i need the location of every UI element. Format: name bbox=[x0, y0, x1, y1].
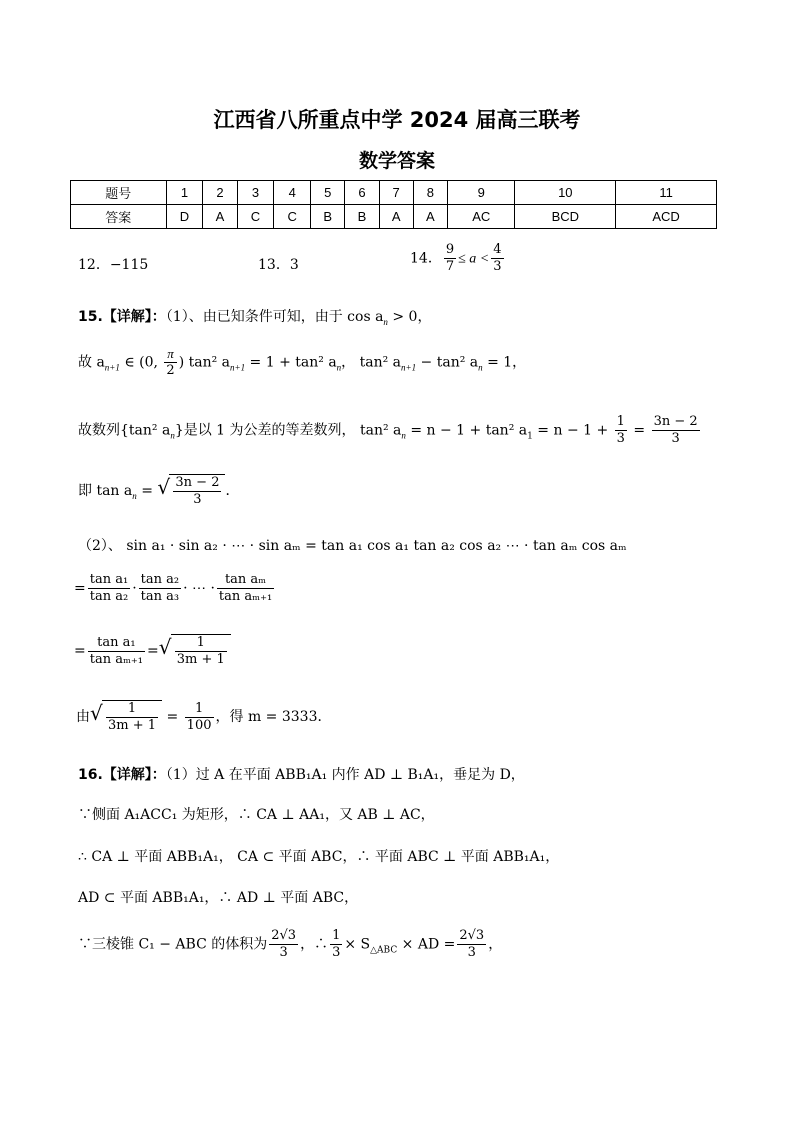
fraction-numerator: tan a₁ bbox=[89, 572, 129, 587]
subscript: n+1 bbox=[401, 362, 417, 373]
table-row bbox=[71, 205, 717, 229]
q14-prefix: 14． bbox=[410, 250, 442, 267]
subscript: n bbox=[401, 430, 406, 441]
table-cell: 5 bbox=[311, 181, 345, 205]
table-cell: D bbox=[166, 205, 203, 229]
fraction-numerator: 1 bbox=[332, 928, 341, 943]
fraction-denominator: 3 bbox=[332, 945, 341, 960]
q16-line1 bbox=[78, 764, 525, 784]
q15-text: ， tan² a bbox=[341, 354, 402, 371]
square-root bbox=[159, 634, 231, 668]
q15-line7 bbox=[74, 634, 231, 668]
q15-text: · ⋯ · bbox=[183, 580, 215, 597]
answer-q14 bbox=[410, 242, 506, 275]
fraction-numerator: π bbox=[164, 346, 176, 363]
q15-line6: = $\frac{\text{tan a₁}}{\text{tan a₂}}$ · $\frac{\text{tan a₂}}{\text{tan a₃}}$ · ⋯ · $\frac{\text{tan aₘ}}{\text{tan aₘ₊₁}}$ bbox=[74, 572, 273, 604]
q16-label: 16.【详解】： bbox=[78, 767, 166, 783]
table-cell: BCD bbox=[515, 205, 616, 229]
fraction-denominator: tan a₃ bbox=[140, 589, 180, 604]
table-cell: C bbox=[237, 205, 274, 229]
q15-label: 15.【详解】： bbox=[78, 309, 166, 325]
table-cell: 10 bbox=[515, 181, 616, 205]
subscript: △ABC bbox=[370, 945, 398, 956]
q15-text: ． bbox=[225, 483, 240, 499]
q15-text: = bbox=[136, 483, 158, 499]
fraction-denominator: tan a₂ bbox=[89, 589, 129, 604]
fraction-numerator: tan a₂ bbox=[140, 572, 180, 587]
table-cell: 8 bbox=[413, 181, 447, 205]
fraction-denominator: 3m + 1 bbox=[108, 718, 157, 733]
q15-text: = n − 1 + bbox=[532, 422, 613, 439]
q15-text: = 1， bbox=[482, 354, 527, 371]
subscript: n+1 bbox=[104, 362, 120, 373]
fraction bbox=[173, 475, 221, 508]
row-header: 答案 bbox=[71, 205, 167, 229]
q16-text: ，∴ bbox=[300, 936, 329, 953]
q15-text: 即 tan a bbox=[78, 483, 133, 499]
answer-q12: 12．−115 bbox=[78, 257, 149, 273]
answer-q13: 13．3 bbox=[258, 257, 299, 273]
fraction-numerator: √ 1 bbox=[175, 635, 227, 652]
fraction-numerator: √ 3n − 2 bbox=[175, 475, 220, 490]
square-root bbox=[157, 474, 225, 508]
table-cell: ACD bbox=[616, 205, 717, 229]
table-cell: A bbox=[413, 205, 447, 229]
q15-text: （1）、由已知条件可知，由于 cos a bbox=[165, 309, 384, 325]
fraction-numerator: √ 1 bbox=[106, 701, 158, 718]
q15-line4 bbox=[78, 474, 239, 508]
table-cell: 7 bbox=[379, 181, 413, 205]
fraction-denominator: 2 bbox=[166, 363, 175, 378]
fraction-denominator: tan aₘ₊₁ bbox=[89, 651, 144, 667]
table-cell: 1 bbox=[166, 181, 203, 205]
fraction-numerator: tan aₘ bbox=[217, 572, 274, 589]
subscript: n+1 bbox=[230, 362, 246, 373]
q16-text: （1）过 A 在平面 ABB₁A₁ 内作 AD ⊥ B₁A₁，垂足为 D， bbox=[165, 767, 525, 783]
fraction-denominator: 3 bbox=[616, 431, 625, 446]
q15-text: = bbox=[147, 643, 159, 659]
q15-text: = bbox=[74, 580, 86, 597]
fraction bbox=[615, 414, 627, 447]
fraction bbox=[491, 242, 503, 275]
q15-text: = bbox=[162, 709, 183, 725]
fraction bbox=[457, 928, 486, 961]
table-row bbox=[71, 181, 717, 205]
q16-text: ， bbox=[488, 936, 503, 953]
q16-line5 bbox=[78, 928, 502, 961]
fraction bbox=[185, 701, 214, 734]
fraction-denominator: 3m + 1 bbox=[176, 652, 225, 667]
fraction bbox=[88, 572, 130, 605]
fraction-numerator: 2√3 bbox=[271, 928, 297, 943]
fraction bbox=[139, 572, 181, 605]
fraction-denominator: 3 bbox=[671, 431, 680, 446]
row-header: 题号 bbox=[71, 181, 167, 205]
q16-text: × S bbox=[344, 936, 371, 953]
fraction bbox=[164, 346, 176, 379]
fraction-denominator: 3 bbox=[467, 945, 476, 960]
q15-text: = n − 1 + tan² a bbox=[405, 422, 528, 439]
fraction bbox=[330, 928, 342, 961]
q15-line2 bbox=[78, 346, 526, 379]
answer-table bbox=[70, 180, 717, 229]
q15-text: > 0， bbox=[387, 309, 432, 325]
fraction-numerator: 1 bbox=[185, 701, 214, 718]
table-cell: 9 bbox=[448, 181, 515, 205]
table-cell: A bbox=[203, 205, 237, 229]
fraction bbox=[88, 635, 145, 668]
fraction bbox=[175, 635, 227, 668]
subscript: n bbox=[170, 430, 175, 441]
fraction bbox=[652, 414, 700, 447]
fraction-denominator: 100 bbox=[186, 717, 212, 733]
fraction-numerator: 9 bbox=[445, 242, 455, 257]
table-cell: 4 bbox=[274, 181, 311, 205]
fraction-denominator: 3 bbox=[193, 492, 202, 507]
table-cell: 11 bbox=[616, 181, 717, 205]
q14-inequality: ≤ a < bbox=[458, 251, 490, 267]
q15-line1 bbox=[78, 306, 431, 327]
q15-text: = bbox=[74, 643, 86, 659]
q15-text: ) tan² a bbox=[178, 354, 231, 371]
q16-text: × AD = bbox=[397, 936, 456, 953]
table-cell: B bbox=[311, 205, 345, 229]
table-cell: AC bbox=[448, 205, 515, 229]
q15-text: }是以 1 为公差的等差数列， tan² a bbox=[174, 422, 402, 439]
q15-text: = 1 + tan² a bbox=[245, 354, 337, 371]
subscript: n bbox=[336, 362, 342, 373]
q16-line2: ∵侧面 A₁ACC₁ 为矩形，∴ CA ⊥ AA₁，又 AB ⊥ AC， bbox=[78, 807, 435, 823]
fraction-denominator: 7 bbox=[445, 259, 455, 274]
table-cell: A bbox=[379, 205, 413, 229]
table-cell: B bbox=[345, 205, 379, 229]
q15-line8 bbox=[76, 700, 332, 734]
q15-line3 bbox=[78, 414, 702, 447]
fraction-numerator: 1 bbox=[616, 414, 625, 429]
fraction-numerator: 2√3 bbox=[459, 928, 485, 943]
q16-line4: AD ⊂ 平面 ABB₁A₁，∴ AD ⊥ 平面 ABC， bbox=[78, 890, 359, 906]
q15-text: ，得 m = 3333． bbox=[215, 709, 332, 725]
table-cell: 2 bbox=[203, 181, 237, 205]
table-cell: 6 bbox=[345, 181, 379, 205]
q15-text: 故数列{tan² a bbox=[78, 422, 171, 439]
fraction bbox=[269, 928, 298, 961]
table-cell: C bbox=[274, 205, 311, 229]
fraction bbox=[217, 572, 274, 605]
q15-text: = bbox=[628, 422, 650, 439]
fraction-denominator: 3 bbox=[493, 259, 502, 274]
fraction-numerator: tan a₁ bbox=[88, 635, 145, 652]
q15-line5: （2）、 sin a₁ · sin a₂ · ⋯ · sin aₘ = tan a₁ cos a₁ tan a₂ cos a₂ ⋯ · tan aₘ cos aₘ bbox=[78, 538, 627, 554]
fraction bbox=[444, 242, 456, 275]
page-title: 江西省八所重点中学 2024 届高三联考 bbox=[213, 108, 581, 132]
q15-text: 由 bbox=[76, 709, 90, 725]
fraction bbox=[106, 701, 158, 734]
subscript: n bbox=[478, 362, 483, 373]
subscript: 1 bbox=[527, 431, 533, 442]
q15-text: ∈ (0, bbox=[119, 354, 163, 371]
subscript: n bbox=[383, 316, 388, 327]
page-subtitle: 数学答案 bbox=[358, 150, 435, 172]
fraction-denominator: 3 bbox=[279, 945, 288, 960]
q15-text: − tan² a bbox=[416, 354, 479, 371]
fraction-numerator: 4 bbox=[493, 242, 502, 257]
q15-text: 故 a bbox=[78, 354, 105, 371]
square-root bbox=[90, 700, 162, 734]
subscript: n bbox=[132, 490, 137, 501]
table-cell: 3 bbox=[237, 181, 274, 205]
q16-text: ∵三棱锥 C₁ − ABC 的体积为 bbox=[78, 936, 268, 953]
fraction-numerator: 3n − 2 bbox=[653, 414, 698, 429]
q16-line3: ∴ CA ⊥ 平面 ABB₁A₁， CA ⊂ 平面 ABC，∴ 平面 ABC ⊥ 平面 ABB₁A₁， bbox=[78, 849, 560, 865]
fraction-denominator: tan aₘ₊₁ bbox=[218, 589, 273, 604]
